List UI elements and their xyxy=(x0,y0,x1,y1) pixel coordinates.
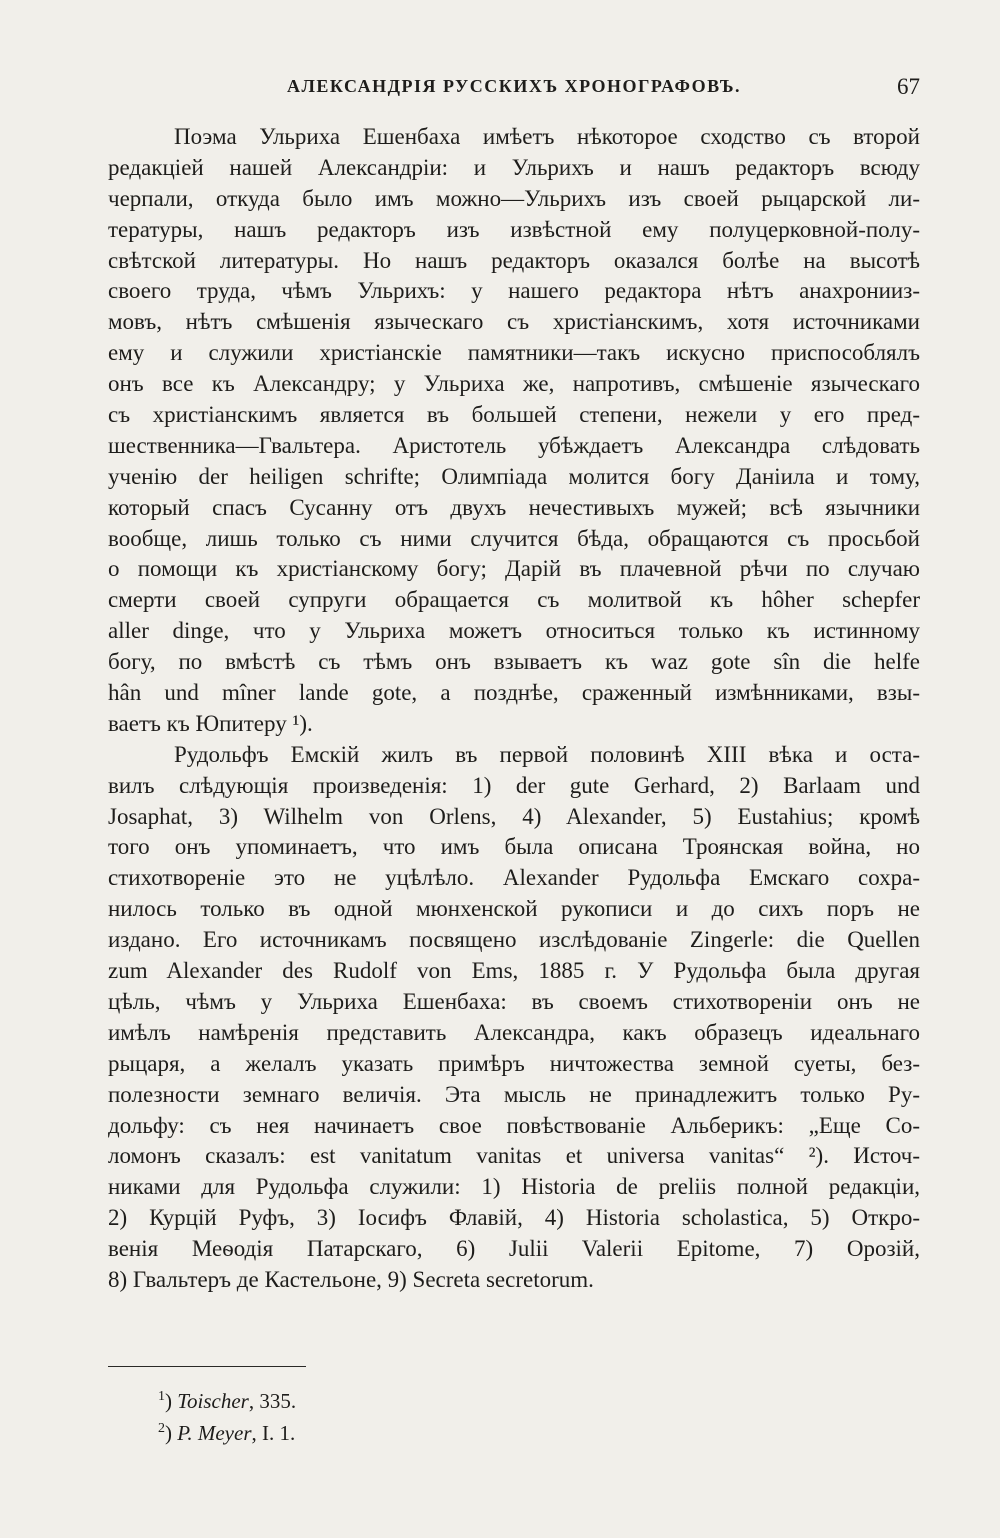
text-line: Josaphat, 3) Wilhelm von Orlens, 4) Alexander, 5) Eustahius; кромѣ xyxy=(108,803,920,829)
footnote-mark: 1 xyxy=(158,1389,165,1404)
footnote-2: $^2$) P. Meyer, I. 1. xyxy=(158,1421,296,1445)
text-line: того онъ упоминаетъ, что имъ была описана Троянская война, но xyxy=(108,834,920,860)
text-line: Поэма Ульриха Ешенбаха имѣетъ нѣкоторое сходство съ второй xyxy=(174,124,920,149)
text-line: своего труда, чѣмъ Ульрихъ: у нашего редактора нѣтъ анахронииз- xyxy=(108,278,920,304)
text-line: имѣлъ намѣренія представить Александра, какъ образецъ идеальнаго xyxy=(108,1019,920,1045)
footnotes xyxy=(158,1385,296,1449)
text-line: стихотвореніе это не уцѣлѣло. Alexander Рудольфа Емскаго сохра- xyxy=(108,865,920,891)
text-line: свѣтской литературы. Но нашъ редакторъ оказался болѣе на высотѣ xyxy=(108,247,920,273)
footnote-mark: 2 xyxy=(158,1421,165,1436)
text-line: ему и служили христіанскіе памятники—такъ искусно приспособлялъ xyxy=(108,340,920,366)
text-line: Рудольфъ Емскій жилъ въ первой половинѣ XIII вѣка и оста- xyxy=(174,741,920,767)
text-line: мовъ, нѣтъ смѣшенія языческаго съ христіанскимъ, хотя источниками xyxy=(108,309,920,335)
footnote-reference: , I. 1. xyxy=(251,1421,296,1445)
text-line: шественника—Гвальтера. Аристотель убѣждаетъ Александра слѣдовать xyxy=(108,432,920,458)
footnote-1: $^1$) Toischer, 335. xyxy=(158,1389,297,1413)
text-line: венія Меѳодія Патарскаго, 6) Julii Valerii Epitome, 7) Орозій, xyxy=(108,1236,920,1262)
text-line: 8) Гвальтеръ де Кастельоне, 9) Secreta secretorum. xyxy=(108,1266,594,1292)
text-line: вообще, лишь только съ ними случится бѣда, обращаются съ просьбой xyxy=(108,525,920,551)
text-line: тературы, нашъ редакторъ изъ извѣстной ему полуцерковной-полу- xyxy=(108,216,920,242)
text-line: издано. Его источникамъ посвящено изслѣдованіе Zingerle: die Quellen xyxy=(108,927,920,953)
text-line: богу, по вмѣстѣ съ тѣмъ онъ взываетъ къ waz gote sîn die helfe xyxy=(108,649,920,675)
text-line: нилось только въ одной мюнхенской рукописи и до сихъ поръ не xyxy=(108,896,920,922)
running-title: АЛЕКСАНДРІЯ РУССКИХЪ ХРОНОГРАФОВЪ. xyxy=(287,76,741,96)
text-line: 2) Курцій Руфъ, 3) Іосифъ Флавій, 4) Historia scholastica, 5) Откро- xyxy=(108,1205,920,1231)
footnote-reference: , 335. xyxy=(248,1389,297,1413)
text-line: никами для Рудольфа служили: 1) Historia de preliis полной редакціи, xyxy=(108,1174,920,1200)
text-line: вилъ слѣдующія произведенія: 1) der gute Gerhard, 2) Barlaam und xyxy=(108,772,920,798)
text-line: редакціей нашей Александріи: и Ульрихъ и нашъ редакторъ всюду xyxy=(108,154,920,180)
text-line: рыцаря, а желалъ указать примѣръ ничтожества земной суеты, без- xyxy=(108,1050,920,1076)
page-header xyxy=(108,74,920,104)
page-number: 67 xyxy=(897,74,920,99)
text-line: zum Alexander des Rudolf von Ems, 1885 г. У Рудольфа была другая xyxy=(108,958,920,984)
text-line: смерти своей супруги обращается съ молитвой къ hôher schepfer xyxy=(108,587,920,613)
text-line: ученію der heiligen schrifte; Олимпіада молится богу Даніила и тому, xyxy=(108,463,920,489)
text-line: съ христіанскимъ является въ большей степени, нежели у его пред- xyxy=(108,402,920,428)
text-line: hân und mîner lande gote, а позднѣе, сраженный измѣнниками, взы- xyxy=(108,680,920,706)
footnote-divider xyxy=(108,1366,306,1367)
footnote-author: Toischer xyxy=(177,1389,249,1413)
text-line: о помощи къ христіанскому богу; Дарій въ плачевной рѣчи по случаю xyxy=(108,556,920,582)
text-line: цѣль, чѣмъ у Ульриха Ешенбаха: въ своемъ стихотвореніи онъ не xyxy=(108,988,920,1014)
text-line: дольфу: съ нея начинаетъ свое повѣствованіе Альберикъ: „Еще Со- xyxy=(108,1112,920,1138)
body-text xyxy=(108,122,920,1296)
text-line: aller dinge, что у Ульриха можетъ относиться только къ истинному xyxy=(108,618,920,644)
text-line: онъ все къ Александру; у Ульриха же, напротивъ, смѣшеніе языческаго xyxy=(108,371,920,397)
text-line: полезности земнаго величія. Эта мысль не принадлежитъ только Ру- xyxy=(108,1081,920,1107)
text-line: который спасъ Сусанну отъ двухъ нечестивыхъ мужей; всѣ язычники xyxy=(108,494,920,520)
footnote-author: P. Meyer xyxy=(177,1421,252,1445)
text-line: ваетъ къ Юпитеру ¹). xyxy=(108,710,313,736)
text-line: ломонъ сказалъ: est vanitatum vanitas et universa vanitas“ ²). Источ- xyxy=(108,1143,920,1169)
text-line: черпали, откуда было имъ можно—Ульрихъ изъ своей рыцарской ли- xyxy=(108,185,920,211)
